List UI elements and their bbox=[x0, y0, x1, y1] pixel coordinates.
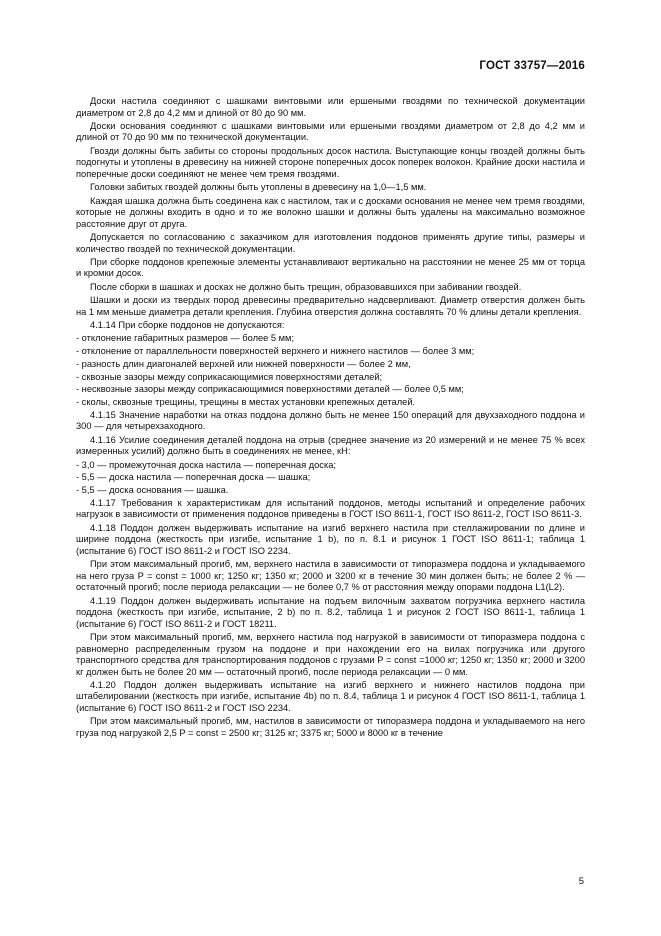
paragraph: Гвозди должны быть забиты со стороны продольных досок настила. Выступающие концы гвоздей должны быть подогнуты и утоплены в древесину на нижней стороне поперечных досок поперек волокон. Крайние доски настила и поперечные доски соединяют не менее чем тремя гвоздями. bbox=[76, 145, 585, 179]
list-item: - сквозные зазоры между соприкасающимися поверхностями деталей; bbox=[76, 371, 383, 382]
clause-4-1-20: 4.1.20 Поддон должен выдерживать испытание на изгиб верхнего и нижнего настилов поддона при штабелировании (жесткость при изгибе, испытание 4b) по п. 8.4, таблица 1 и рисунок 4 ГОСТ ISO 8611-1, таблица 1 (испытание 6) ГОСТ ISO 8611-2 и ГОСТ ISO 2234. bbox=[76, 679, 585, 714]
list-item: - разность длин диагоналей верхней или нижней поверхности — более 2 мм, bbox=[76, 358, 411, 369]
list-item: - отклонение от параллельности поверхностей верхнего и нижнего настилов — более 3 мм; bbox=[76, 346, 475, 357]
paragraph: Шашки и доски из твердых пород древесины предварительно надсверливают. Диаметр отверстия должен быть на 1 мм меньше диаметра детали крепления. Глубина отверстия должна составлять 70 % длины детали крепления. bbox=[76, 295, 585, 317]
list-item: - отклонение габаритных размеров — более 5 мм; bbox=[76, 333, 295, 344]
paragraph: Допускается по согласованию с заказчиком для изготовления поддонов применять другие типы, размеры и количество гвоздей по технической документации. bbox=[76, 232, 585, 254]
paragraph: При этом максимальный прогиб, мм, настилов в зависимости от типоразмера поддона и укладываемого на него груза под нагрузкой 2,5 P = const = 2500 кг; 3125 кг; 3375 кг; 5000 и 8000 кг в течение bbox=[76, 716, 585, 738]
standard-header: ГОСТ 33757—2016 bbox=[479, 60, 585, 72]
paragraph: Каждая шашка должна быть соединена как с настилом, так и с досками основания не менее чем тремя гвоздями, которые не должны входить в одно и то же волокно шашки и должны быть удалены на максимально возможное расстояние друг от друга. bbox=[76, 195, 585, 229]
paragraph: При этом максимальный прогиб, мм, верхнего настила под нагрузкой в зависимости от типоразмера поддона с равномерно распределенным грузом на поддоне и при нахождении его на вилах погрузчика или другого транспортного средства для транспортирования поддонов с грузами P = const =1000 кг; 1250 кг; 1350 кг; 2000 и 3200 кг должен быть не более 20 мм — остаточный прогиб, после периода релаксации — 0 мм. bbox=[76, 631, 585, 677]
clause-4-1-14: 4.1.14 При сборке поддонов не допускаются: bbox=[90, 320, 285, 331]
list-item: - несквозные зазоры между соприкасающимися поверхностями деталей — более 0,5 мм; bbox=[76, 384, 464, 395]
clause-4-1-18: 4.1.18 Поддон должен выдерживать испытание на изгиб верхнего настила при стеллажировании по длине и ширине поддона (жесткость при изгибе, испытание 1 b), по п. 8.1 и рисунок 1 ГОСТ ISO 8611-1; таблица 1 (испытание 6) ГОСТ ISO 8611-2 и ГОСТ ISO 2234. bbox=[76, 522, 585, 556]
list-item: - 5,5 — доска настила — поперечная доска — шашка; bbox=[76, 472, 311, 483]
list-item: - 3,0 — промежуточная доска настила — поперечная доска; bbox=[76, 459, 336, 470]
paragraph: После сборки в шашках и досках не должно быть трещин, образовавшихся при забивании гвоздей. bbox=[90, 281, 522, 292]
clause-4-1-15: 4.1.15 Значение наработки на отказ поддона должно быть не менее 150 операций для двухзаходного поддона и 300 — для четырехзаходного. bbox=[76, 409, 585, 432]
paragraph: При этом максимальный прогиб, мм, верхнего настила в зависимости от типоразмера поддона и укладываемого на него груза P = const = 1000 кг; 1250 кг; 1350 кг; 2000 и 3200 кг в течение 30 мин должен быть; не более 2 % — остаточный прогиб; после периода релаксации — не более 0,7 % от расстояния между опорами поддона L1(L2). bbox=[76, 559, 585, 593]
page-number: 5 bbox=[578, 876, 584, 887]
paragraph: Доски настила соединяют с шашками винтовыми или ершеными гвоздями по технической документации диаметром от 2,8 до 4,2 мм и длиной от 80 до 90 мм. bbox=[76, 96, 585, 118]
list-item: - 5,5 — доска основания — шашка. bbox=[76, 485, 229, 496]
paragraph: Доски основания соединяют с шашками винтовыми или ершеными гвоздями диаметром от 2,8 до 4,2 мм и длиной от 70 до 90 мм по технической документации. bbox=[76, 120, 585, 143]
list-item: - сколы, сквозные трещины, трещины в местах установки крепежных деталей. bbox=[76, 397, 416, 408]
clause-4-1-17: 4.1.17 Требования к характеристикам для испытаний поддонов, методы испытаний и определение рабочих нагрузок в зависимости от применения поддонов приведены в ГОСТ ISO 8611-1, ГОСТ ISO 8611-2, ГОСТ ISO 8611-3. bbox=[76, 497, 585, 520]
document-body bbox=[76, 96, 585, 741]
paragraph: При сборке поддонов крепежные элементы устанавливают вертикально на расстоянии не менее 25 мм от торца и кромки досок. bbox=[76, 256, 585, 279]
paragraph: Головки забитых гвоздей должны быть утоплены в древесину на 1,0—1,5 мм. bbox=[90, 182, 427, 193]
clause-4-1-16: 4.1.16 Усилие соединения деталей поддона на отрыв (среднее значение из 20 измерений и не менее 75 % всех измеренных усилий) должно быть в соединениях не менее, кН: bbox=[76, 434, 585, 457]
clause-4-1-19: 4.1.19 Поддон должен выдерживать испытание на подъем вилочным захватом погрузчика верхнего настила поддона (жесткость при изгибе, испытание, 2 b) по п. 8.2, таблица 1 и рисунок 2 ГОСТ ISO 8611-1, таблица 1 (испытание 6) ГОСТ ISO 8611-2 и ГОСТ 18211. bbox=[76, 595, 585, 629]
